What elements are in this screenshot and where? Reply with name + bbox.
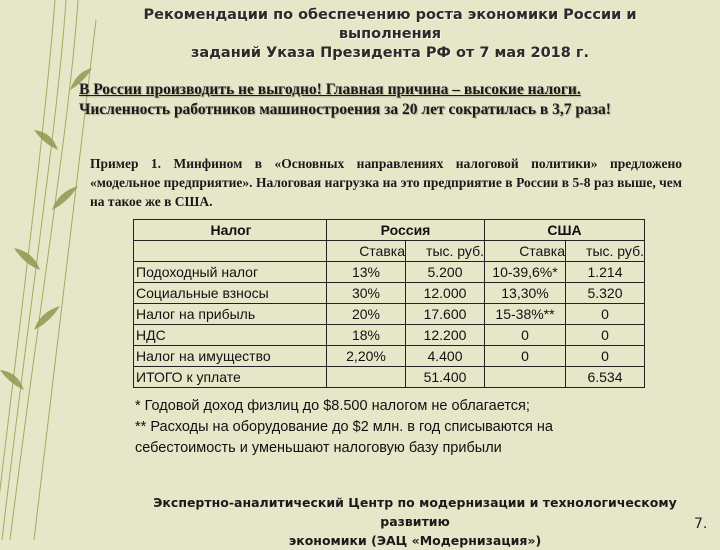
total-ru-rate-empty xyxy=(327,367,406,388)
table-row xyxy=(134,325,645,346)
headline-line2: Численность работников машиностроения за 20 лет сократилась в 3,7 раза! xyxy=(79,101,611,118)
row-us-amount: 0 xyxy=(566,304,645,325)
table-row xyxy=(134,346,645,367)
header-tax: Налог xyxy=(134,220,327,241)
subheader-ru-rate: Ставка xyxy=(327,241,406,262)
table-row xyxy=(134,283,645,304)
header-russia: Россия xyxy=(327,220,485,241)
headline xyxy=(79,80,709,120)
row-name: НДС xyxy=(134,325,327,346)
footer-line2: экономики (ЭАЦ «Модернизация») xyxy=(288,533,542,548)
row-us-amount: 1.214 xyxy=(566,262,645,283)
row-ru-rate: 2,20% xyxy=(327,346,406,367)
tax-comparison-table xyxy=(133,219,645,388)
row-ru-rate: 13% xyxy=(327,262,406,283)
row-us-amount: 0 xyxy=(566,346,645,367)
slide-title-line2: заданий Указа Президента РФ от 7 мая 2018 г. xyxy=(191,45,589,61)
row-ru-amount: 12.000 xyxy=(406,283,485,304)
headline-line1: В России производить не выгодно! Главная причина – высокие налоги. xyxy=(79,81,581,98)
slide-title xyxy=(90,6,690,63)
footnotes xyxy=(135,396,605,459)
total-us-amount: 6.534 xyxy=(566,367,645,388)
row-us-rate: 13,30% xyxy=(485,283,566,304)
row-us-amount: 5.320 xyxy=(566,283,645,304)
row-us-rate: 15-38%** xyxy=(485,304,566,325)
row-name: Налог на имущество xyxy=(134,346,327,367)
subheader-ru-amount: тыс. руб. xyxy=(406,241,485,262)
table-row xyxy=(134,262,645,283)
total-name: ИТОГО к уплате xyxy=(134,367,327,388)
table-subheader-row xyxy=(134,241,645,262)
row-us-rate: 10-39,6%* xyxy=(485,262,566,283)
footnote-2: ** Расходы на оборудование до $2 млн. в год списываются на себестоимость и уменьшают налоговую базу прибыли xyxy=(135,419,553,456)
row-ru-amount: 12.200 xyxy=(406,325,485,346)
row-name: Налог на прибыль xyxy=(134,304,327,325)
row-ru-rate: 18% xyxy=(327,325,406,346)
footnote-1: * Годовой доход физлиц до $8.500 налогом не облагается; xyxy=(135,398,530,414)
table-header-row xyxy=(134,220,645,241)
row-ru-amount: 5.200 xyxy=(406,262,485,283)
row-ru-rate: 20% xyxy=(327,304,406,325)
footer-organization xyxy=(120,493,710,550)
row-ru-amount: 4.400 xyxy=(406,346,485,367)
row-ru-amount: 17.600 xyxy=(406,304,485,325)
row-us-rate: 0 xyxy=(485,325,566,346)
row-us-rate: 0 xyxy=(485,346,566,367)
table-row xyxy=(134,304,645,325)
header-usa: США xyxy=(485,220,645,241)
slide-title-line1: Рекомендации по обеспечению роста экономики России и выполнения xyxy=(143,7,637,42)
footer-line1: Экспертно-аналитический Центр по модернизации и технологическому развитию xyxy=(153,495,677,529)
table-total-row xyxy=(134,367,645,388)
page-number: 7. xyxy=(694,516,708,532)
row-name: Подоходный налог xyxy=(134,262,327,283)
total-ru-amount: 51.400 xyxy=(406,367,485,388)
row-us-amount: 0 xyxy=(566,325,645,346)
row-ru-rate: 30% xyxy=(327,283,406,304)
subheader-us-rate: Ставка xyxy=(485,241,566,262)
row-name: Социальные взносы xyxy=(134,283,327,304)
total-us-rate-empty xyxy=(485,367,566,388)
subheader-empty xyxy=(134,241,327,262)
subheader-us-amount: тыс. руб. xyxy=(566,241,645,262)
example-paragraph: Пример 1. Минфином в «Основных направлениях налоговой политики» предложено «модельное предприятие». Налоговая нагрузка на это предприятие в России в 5-8 раз выше, чем на такое же в США. xyxy=(90,156,682,209)
